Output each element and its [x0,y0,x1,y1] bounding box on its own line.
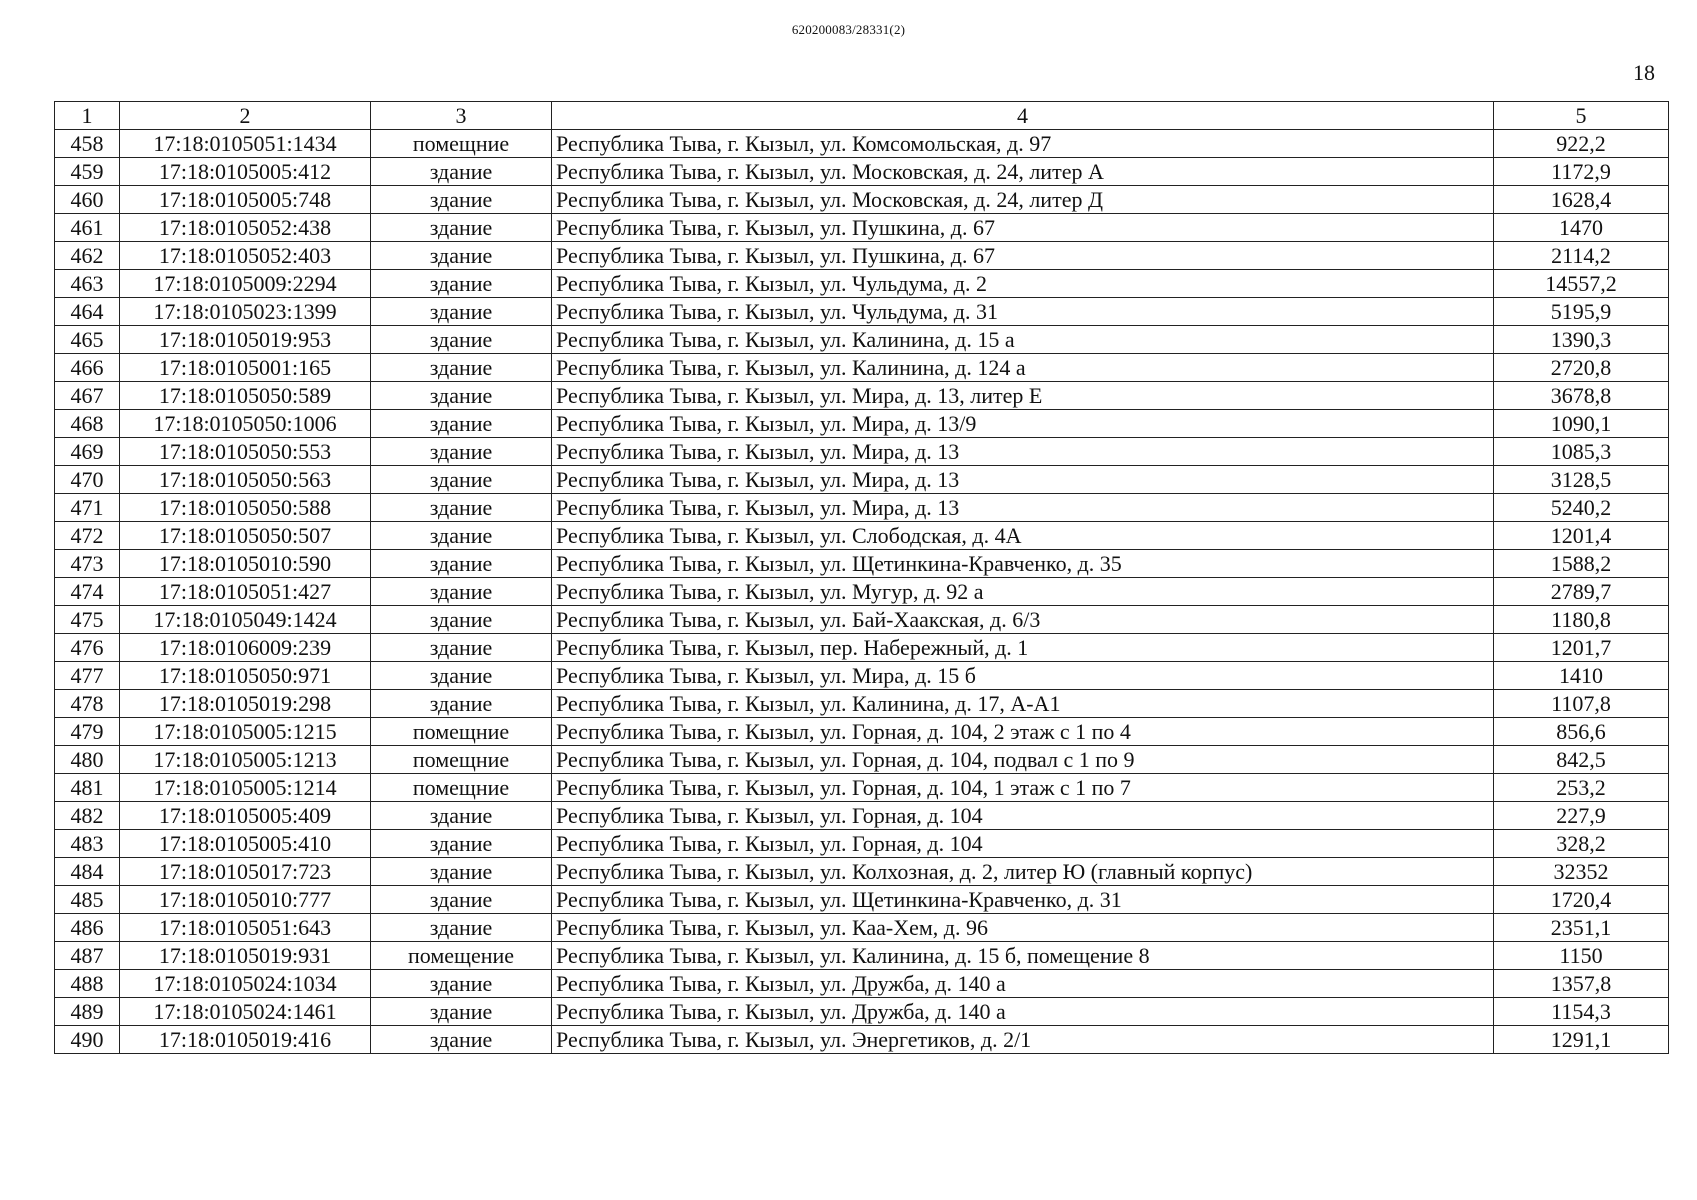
document-code: 620200083/28331(2) [791,22,906,37]
row-number: 466 [55,354,120,382]
object-type: здание [371,970,552,998]
object-type: здание [371,326,552,354]
row-number: 463 [55,270,120,298]
object-type: здание [371,662,552,690]
object-type: здание [371,214,552,242]
column-header: 5 [1494,102,1669,130]
row-number: 477 [55,662,120,690]
table-row [55,550,1669,578]
object-area: 14557,2 [1494,270,1669,298]
object-type: здание [371,578,552,606]
object-address: Республика Тыва, г. Кызыл, ул. Энергетиков, д. 2/1 [552,1026,1494,1054]
object-type: здание [371,690,552,718]
table-header-row [55,102,1669,130]
object-area: 328,2 [1494,830,1669,858]
object-area: 2351,1 [1494,914,1669,942]
object-address: Республика Тыва, г. Кызыл, пер. Набережный, д. 1 [552,634,1494,662]
object-address: Республика Тыва, г. Кызыл, ул. Мира, д. 13, литер Е [552,382,1494,410]
cadastral-number: 17:18:0105050:589 [120,382,371,410]
table-row [55,1026,1669,1054]
cadastral-number: 17:18:0105005:1215 [120,718,371,746]
cadastral-number: 17:18:0105019:298 [120,690,371,718]
table-row [55,242,1669,270]
table-row [55,354,1669,382]
object-area: 1291,1 [1494,1026,1669,1054]
row-number: 488 [55,970,120,998]
object-address: Республика Тыва, г. Кызыл, ул. Калинина, д. 15 б, помещение 8 [552,942,1494,970]
object-address: Республика Тыва, г. Кызыл, ул. Щетинкина-Кравченко, д. 31 [552,886,1494,914]
table-row [55,886,1669,914]
object-type: здание [371,354,552,382]
table-row [55,690,1669,718]
cadastral-number: 17:18:0105050:971 [120,662,371,690]
row-number: 462 [55,242,120,270]
row-number: 489 [55,998,120,1026]
object-area: 1470 [1494,214,1669,242]
cadastral-number: 17:18:0105005:1213 [120,746,371,774]
object-area: 1628,4 [1494,186,1669,214]
object-area: 1720,4 [1494,886,1669,914]
object-type: здание [371,522,552,550]
object-type: помещние [371,718,552,746]
row-number: 482 [55,802,120,830]
table-row [55,662,1669,690]
object-area: 1588,2 [1494,550,1669,578]
row-number: 479 [55,718,120,746]
row-number: 480 [55,746,120,774]
table-row [55,998,1669,1026]
object-type: помещние [371,746,552,774]
object-address: Республика Тыва, г. Кызыл, ул. Дружба, д. 140 а [552,998,1494,1026]
row-number: 467 [55,382,120,410]
row-number: 472 [55,522,120,550]
object-area: 1107,8 [1494,690,1669,718]
cadastral-number: 17:18:0105051:1434 [120,130,371,158]
table-row [55,326,1669,354]
row-number: 478 [55,690,120,718]
cadastral-number: 17:18:0105005:410 [120,830,371,858]
cadastral-number: 17:18:0105051:643 [120,914,371,942]
object-area: 227,9 [1494,802,1669,830]
object-area: 1154,3 [1494,998,1669,1026]
table-row [55,858,1669,886]
table-row [55,718,1669,746]
object-type: помещние [371,774,552,802]
table-row [55,298,1669,326]
table-row [55,466,1669,494]
object-type: здание [371,1026,552,1054]
object-address: Республика Тыва, г. Кызыл, ул. Каа-Хем, д. 96 [552,914,1494,942]
row-number: 459 [55,158,120,186]
object-type: здание [371,466,552,494]
cadastral-number: 17:18:0105019:931 [120,942,371,970]
object-area: 1090,1 [1494,410,1669,438]
object-area: 5195,9 [1494,298,1669,326]
table-row [55,970,1669,998]
table-row [55,158,1669,186]
object-type: здание [371,886,552,914]
object-address: Республика Тыва, г. Кызыл, ул. Мугур, д. 92 а [552,578,1494,606]
table-row [55,214,1669,242]
cadastral-number: 17:18:0105052:438 [120,214,371,242]
cadastral-number: 17:18:0105017:723 [120,858,371,886]
table-row [55,130,1669,158]
row-number: 465 [55,326,120,354]
cadastral-number: 17:18:0105005:412 [120,158,371,186]
cadastral-number: 17:18:0105050:507 [120,522,371,550]
row-number: 487 [55,942,120,970]
object-address: Республика Тыва, г. Кызыл, ул. Пушкина, д. 67 [552,242,1494,270]
table-row [55,914,1669,942]
object-address: Республика Тыва, г. Кызыл, ул. Комсомольская, д. 97 [552,130,1494,158]
table-row [55,830,1669,858]
row-number: 469 [55,438,120,466]
row-number: 481 [55,774,120,802]
row-number: 483 [55,830,120,858]
object-address: Республика Тыва, г. Кызыл, ул. Горная, д. 104 [552,830,1494,858]
object-address: Республика Тыва, г. Кызыл, ул. Бай-Хаакская, д. 6/3 [552,606,1494,634]
object-address: Республика Тыва, г. Кызыл, ул. Калинина, д. 15 а [552,326,1494,354]
object-type: здание [371,494,552,522]
object-type: здание [371,382,552,410]
cadastral-number: 17:18:0105050:588 [120,494,371,522]
row-number: 458 [55,130,120,158]
object-type: здание [371,158,552,186]
table-row [55,186,1669,214]
object-type: здание [371,298,552,326]
row-number: 468 [55,410,120,438]
table-row [55,578,1669,606]
cadastral-number: 17:18:0105051:427 [120,578,371,606]
object-type: здание [371,914,552,942]
object-area: 5240,2 [1494,494,1669,522]
object-address: Республика Тыва, г. Кызыл, ул. Горная, д. 104, 2 этаж с 1 по 4 [552,718,1494,746]
object-area: 1410 [1494,662,1669,690]
object-area: 842,5 [1494,746,1669,774]
row-number: 464 [55,298,120,326]
column-header: 1 [55,102,120,130]
cadastral-number: 17:18:0105050:553 [120,438,371,466]
object-area: 1180,8 [1494,606,1669,634]
object-area: 856,6 [1494,718,1669,746]
object-address: Республика Тыва, г. Кызыл, ул. Слободская, д. 4А [552,522,1494,550]
cadastral-number: 17:18:0105019:953 [120,326,371,354]
object-area: 1201,4 [1494,522,1669,550]
table-row [55,438,1669,466]
cadastral-number: 17:18:0105049:1424 [120,606,371,634]
row-number: 485 [55,886,120,914]
object-address: Республика Тыва, г. Кызыл, ул. Пушкина, д. 67 [552,214,1494,242]
object-address: Республика Тыва, г. Кызыл, ул. Чульдума, д. 2 [552,270,1494,298]
cadastral-number: 17:18:0105005:748 [120,186,371,214]
cadastral-number: 17:18:0105019:416 [120,1026,371,1054]
table-row [55,606,1669,634]
object-area: 2114,2 [1494,242,1669,270]
cadastral-number: 17:18:0105050:1006 [120,410,371,438]
table-row [55,522,1669,550]
object-type: здание [371,830,552,858]
object-area: 253,2 [1494,774,1669,802]
object-address: Республика Тыва, г. Кызыл, ул. Горная, д. 104 [552,802,1494,830]
object-area: 2789,7 [1494,578,1669,606]
object-type: помещение [371,942,552,970]
object-type: здание [371,550,552,578]
object-address: Республика Тыва, г. Кызыл, ул. Чульдума, д. 31 [552,298,1494,326]
cadastral-number: 17:18:0105023:1399 [120,298,371,326]
object-area: 3128,5 [1494,466,1669,494]
object-area: 1085,3 [1494,438,1669,466]
object-type: здание [371,606,552,634]
table-row [55,410,1669,438]
object-area: 2720,8 [1494,354,1669,382]
cadastral-number: 17:18:0105024:1034 [120,970,371,998]
object-address: Республика Тыва, г. Кызыл, ул. Московская, д. 24, литер А [552,158,1494,186]
object-type: здание [371,998,552,1026]
object-area: 3678,8 [1494,382,1669,410]
object-area: 1201,7 [1494,634,1669,662]
column-header: 3 [371,102,552,130]
object-area: 922,2 [1494,130,1669,158]
cadastral-number: 17:18:0106009:239 [120,634,371,662]
object-address: Республика Тыва, г. Кызыл, ул. Мира, д. 15 б [552,662,1494,690]
cadastral-number: 17:18:0105009:2294 [120,270,371,298]
row-number: 484 [55,858,120,886]
cadastral-number: 17:18:0105050:563 [120,466,371,494]
row-number: 490 [55,1026,120,1054]
row-number: 471 [55,494,120,522]
object-type: здание [371,858,552,886]
object-type: здание [371,242,552,270]
object-type: здание [371,186,552,214]
object-address: Республика Тыва, г. Кызыл, ул. Мира, д. 13/9 [552,410,1494,438]
cadastral-number: 17:18:0105001:165 [120,354,371,382]
object-address: Республика Тыва, г. Кызыл, ул. Мира, д. 13 [552,466,1494,494]
row-number: 470 [55,466,120,494]
object-type: здание [371,270,552,298]
table-row [55,802,1669,830]
cadastral-number: 17:18:0105010:777 [120,886,371,914]
table-row [55,746,1669,774]
column-header: 2 [120,102,371,130]
cadastral-number: 17:18:0105024:1461 [120,998,371,1026]
object-area: 1150 [1494,942,1669,970]
object-area: 1357,8 [1494,970,1669,998]
object-address: Республика Тыва, г. Кызыл, ул. Мира, д. 13 [552,438,1494,466]
object-address: Республика Тыва, г. Кызыл, ул. Колхозная, д. 2, литер Ю (главный корпус) [552,858,1494,886]
object-address: Республика Тыва, г. Кызыл, ул. Дружба, д. 140 а [552,970,1494,998]
object-type: здание [371,634,552,662]
object-type: здание [371,802,552,830]
object-address: Республика Тыва, г. Кызыл, ул. Московская, д. 24, литер Д [552,186,1494,214]
column-header: 4 [552,102,1494,130]
table-row [55,774,1669,802]
object-address: Республика Тыва, г. Кызыл, ул. Калинина, д. 124 а [552,354,1494,382]
row-number: 460 [55,186,120,214]
row-number: 473 [55,550,120,578]
row-number: 474 [55,578,120,606]
object-address: Республика Тыва, г. Кызыл, ул. Щетинкина-Кравченко, д. 35 [552,550,1494,578]
object-area: 1390,3 [1494,326,1669,354]
property-table [54,101,1669,1054]
object-address: Республика Тыва, г. Кызыл, ул. Калинина, д. 17, А-А1 [552,690,1494,718]
object-address: Республика Тыва, г. Кызыл, ул. Мира, д. 13 [552,494,1494,522]
object-area: 1172,9 [1494,158,1669,186]
row-number: 476 [55,634,120,662]
cadastral-number: 17:18:0105052:403 [120,242,371,270]
row-number: 475 [55,606,120,634]
table-row [55,942,1669,970]
object-type: здание [371,410,552,438]
cadastral-number: 17:18:0105005:409 [120,802,371,830]
cadastral-number: 17:18:0105005:1214 [120,774,371,802]
cadastral-number: 17:18:0105010:590 [120,550,371,578]
object-address: Республика Тыва, г. Кызыл, ул. Горная, д. 104, подвал с 1 по 9 [552,746,1494,774]
object-address: Республика Тыва, г. Кызыл, ул. Горная, д. 104, 1 этаж с 1 по 7 [552,774,1494,802]
table-row [55,270,1669,298]
row-number: 461 [55,214,120,242]
row-number: 486 [55,914,120,942]
object-type: здание [371,438,552,466]
object-area: 32352 [1494,858,1669,886]
table-row [55,494,1669,522]
table-row [55,382,1669,410]
page-number: 18 [1633,60,1655,85]
table-row [55,634,1669,662]
object-type: помещние [371,130,552,158]
